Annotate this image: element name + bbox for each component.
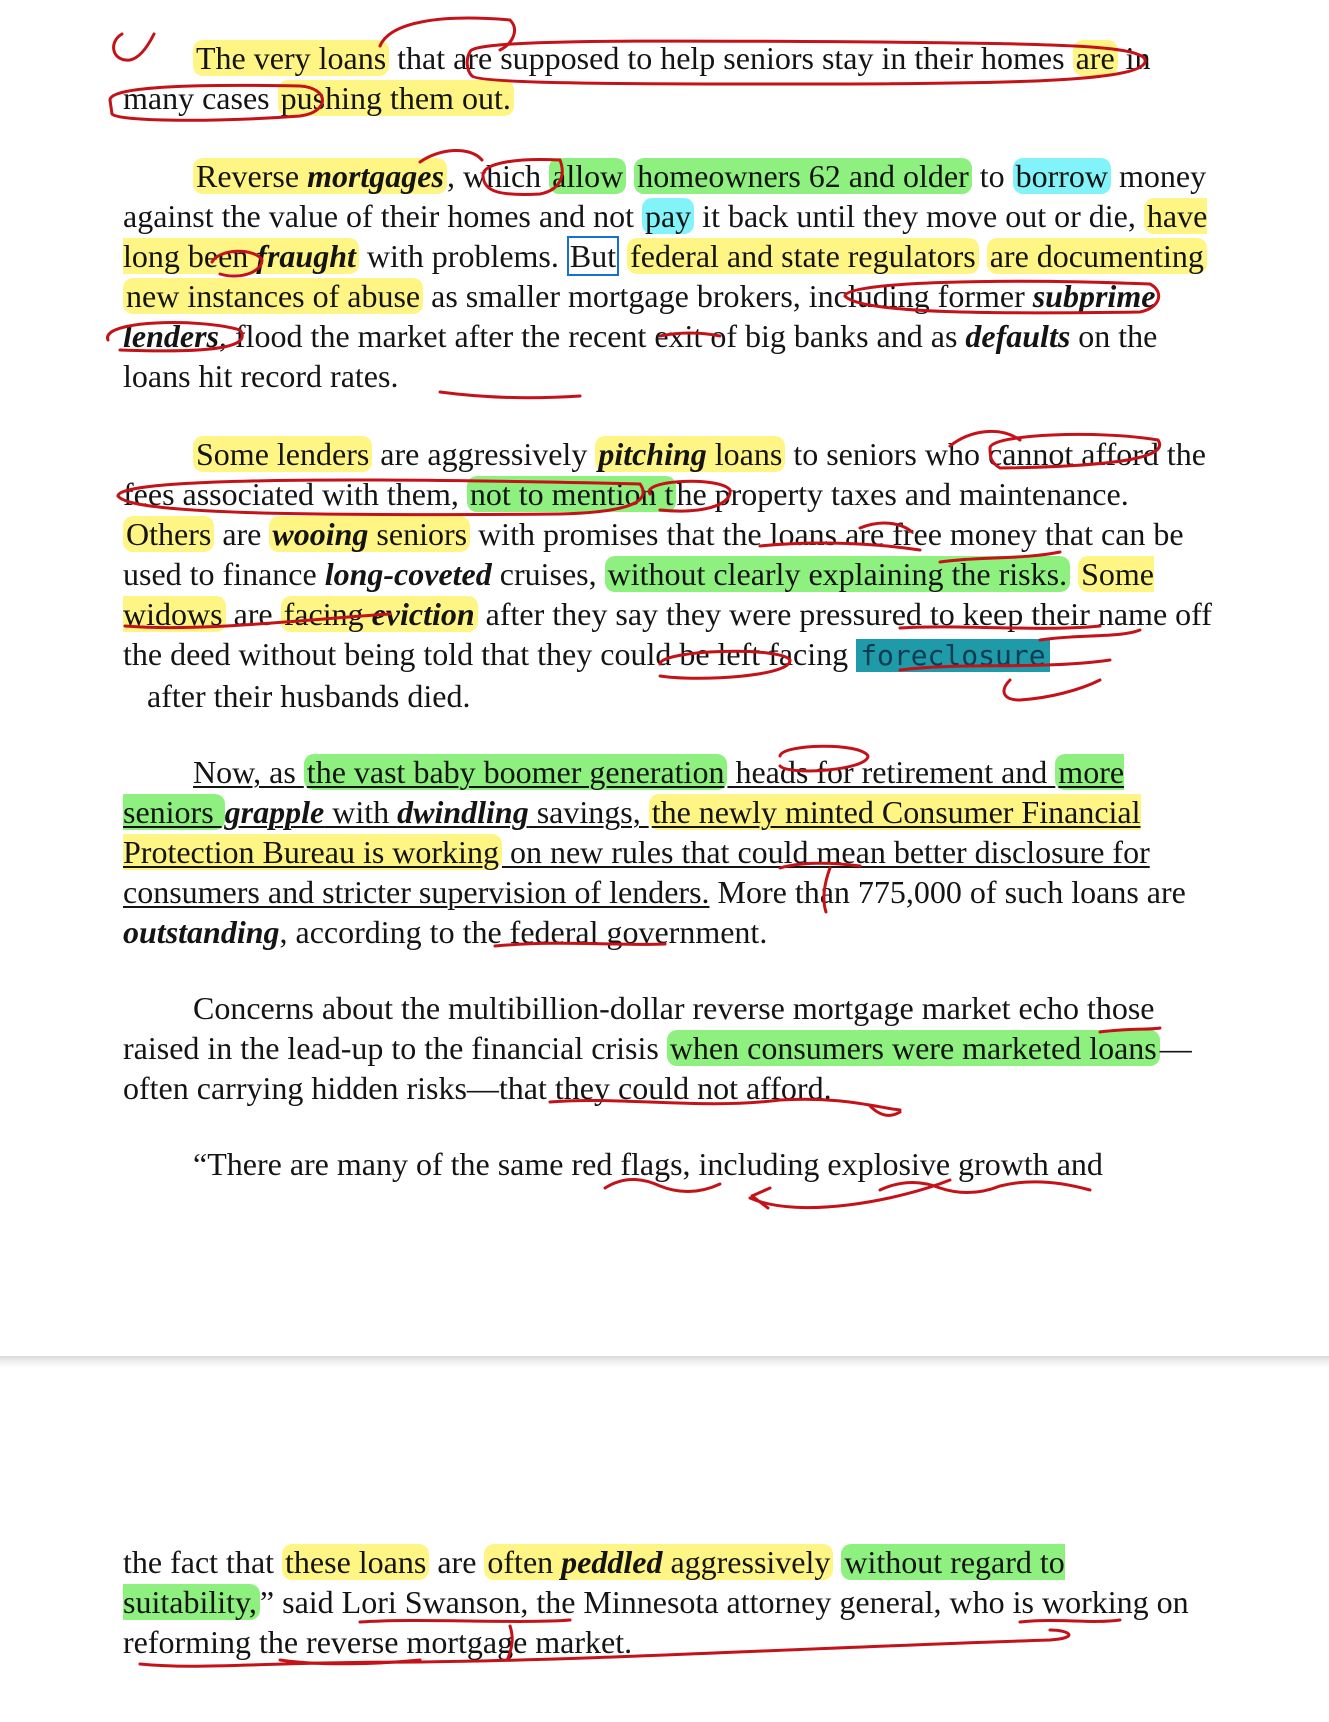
paragraph-4: Now, as the vast baby boomer generation heads for retirement and more seniors grapple with dwindling savings, the newly minted Consumer Financial Protection Bureau is working on new rules that could mean better disclosure for consumers and stricter supervision of lenders. More than 775,000 of such loans are outstanding, according to the federal government. [123, 754, 1186, 950]
paragraph-1: The very loans that are supposed to help seniors stay in their homes are in many cases pushing them out. [123, 40, 1151, 116]
paragraph-3: Some lenders are aggressively pitching loans to seniors who cannot afford the fees associated with them, not to mention the property taxes and maintenance. Others are wooing seniors with promises that the loans are free money that can be used to finance long-coveted cruises, without clearly explaining the risks. Some widows are facing eviction after they say they were pressured to keep their name off the deed without being told that they could be left facing foreclosure after their husbands died. [123, 436, 1212, 714]
highlight: new instances of abuse [123, 278, 423, 314]
highlight: borrow [1013, 158, 1111, 194]
highlight: The very loans [193, 40, 389, 76]
paragraph-2: Reverse mortgages, which allow homeowners 62 and older to borrow money against the value of their homes and not pay it back until they move out or die, have long been fraught with problems. But federal and state regulators are documenting new instances of abuse as smaller mortgage brokers, including former subprime lenders, flood the market after the recent exit of big banks and as defaults on the loans hit record rates. [123, 158, 1208, 394]
highlight: Reverse mortgages [193, 158, 447, 194]
ink-arrow [752, 1188, 770, 1208]
page-separator [0, 1356, 1329, 1368]
highlight: Some lenders [193, 436, 372, 472]
highlight: federal and state regulators [627, 238, 979, 274]
highlight: without clearly explaining the risks. [605, 556, 1070, 592]
highlight: pushing them out. [278, 80, 514, 116]
highlight: homeowners 62 and older [634, 158, 971, 194]
highlight: facing eviction [281, 596, 478, 632]
highlight: pitching loans [595, 436, 785, 472]
highlight: allow [549, 158, 626, 194]
highlight: when consumers were marketed loans [667, 1030, 1160, 1066]
highlight: Others [123, 516, 214, 552]
highlight: the newly minted Consumer Financial Protection Bureau is working [123, 794, 1141, 870]
highlight: pay [642, 198, 694, 234]
highlight-teal: foreclosure [856, 639, 1049, 672]
highlight: wooing seniors [269, 516, 470, 552]
highlight: more seniors [123, 754, 1125, 830]
ink-arrow [750, 1180, 950, 1208]
highlight: Some widows [123, 556, 1154, 632]
highlight: are [1073, 40, 1118, 76]
document-page-2 [0, 1368, 1329, 1722]
highlight: often peddled aggressively [484, 1544, 833, 1580]
highlight: have long been fraught [123, 198, 1208, 274]
highlight: without regard to suitability, [123, 1544, 1065, 1620]
boxed-word: But [567, 236, 619, 276]
paragraph-6: “There are many of the same red flags, including explosive growth and [193, 1146, 1103, 1182]
paragraph-7: the fact that these loans are often peddled aggressively without regard to suitability,” said Lori Swanson, the Minnesota attorney general, who is working on reforming the reverse mortgage market. [123, 1544, 1189, 1660]
highlight: these loans [282, 1544, 429, 1580]
paragraph-5: Concerns about the multibillion-dollar reverse mortgage market echo those raised in the lead-up to the financial crisis when consumers were marketed loans—often carrying hidden risks—that they could not afford. [123, 990, 1192, 1106]
highlight: not to mention t [467, 476, 677, 512]
highlight: the vast baby boomer generation [304, 754, 728, 790]
highlight: are documenting [987, 238, 1207, 274]
